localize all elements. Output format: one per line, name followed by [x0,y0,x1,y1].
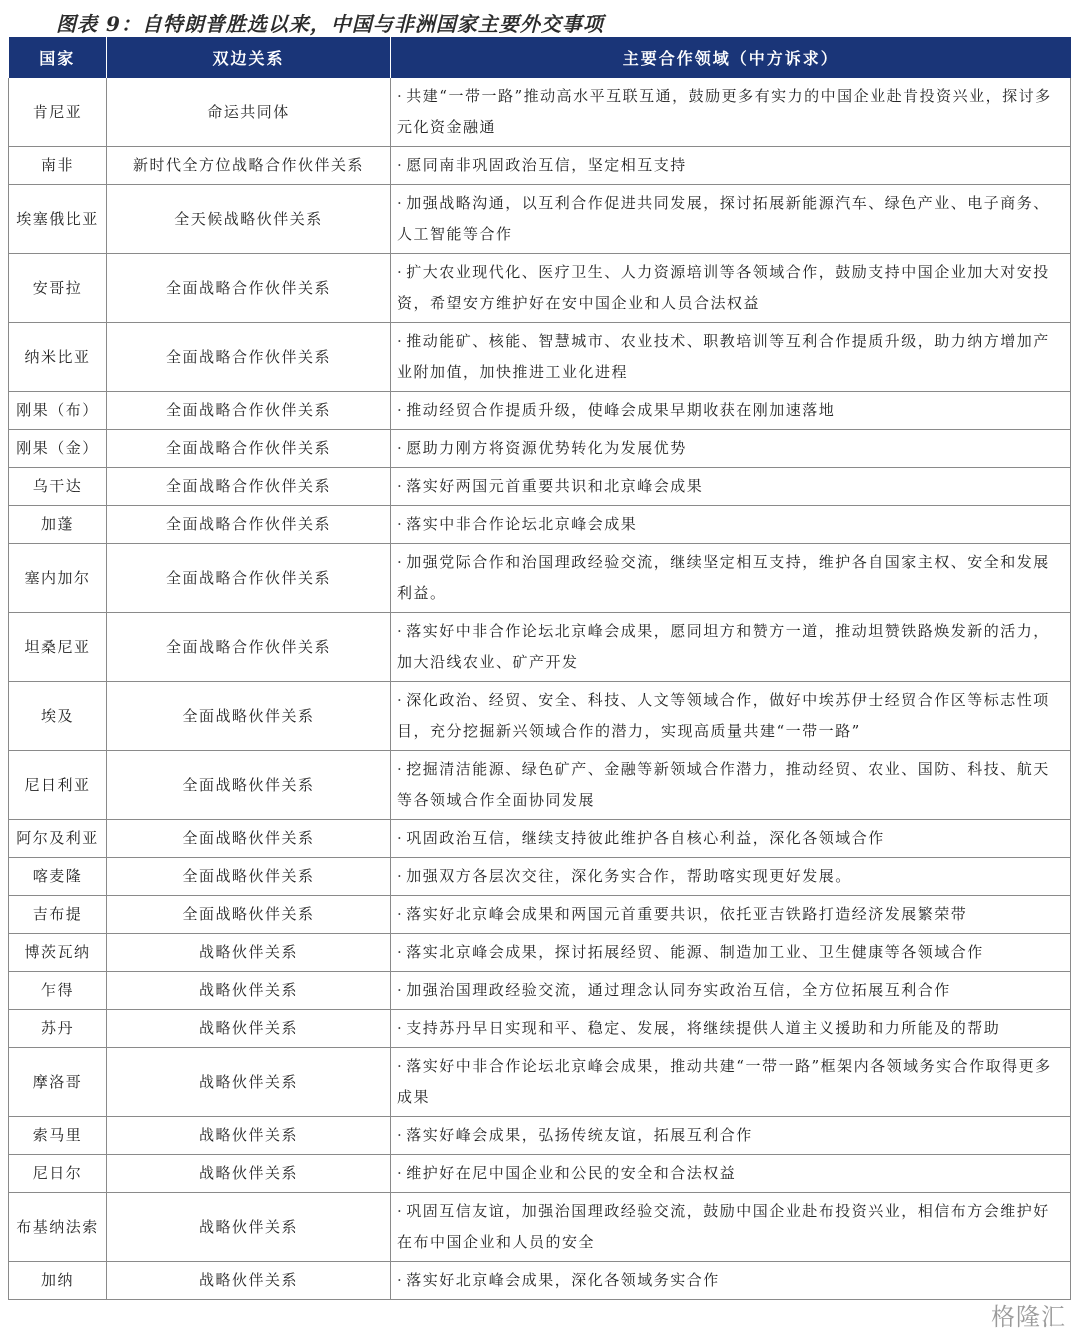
diplomacy-table [8,37,1071,1300]
country-cell: 尼日尔 [9,1155,107,1193]
relation-cell: 战略伙伴关系 [107,1117,391,1155]
cooperation-text: 加强党际合作和治国理政经验交流，继续坚定相互支持，维护各自国家主权、安全和发展利益。 [397,553,1050,602]
cooperation-text: 落实好中非合作论坛北京峰会成果，愿同坦方和赞方一道，推动坦赞铁路焕发新的活力，加大沿线农业、矿产开发 [397,622,1050,671]
country-cell: 刚果（金） [9,430,107,468]
cooperation-cell [391,392,1071,430]
cooperation-cell [391,544,1071,613]
relation-cell: 全面战略伙伴关系 [107,896,391,934]
country-cell: 索马里 [9,1117,107,1155]
country-cell: 乍得 [9,972,107,1010]
table-row [9,506,1071,544]
table-row [9,1048,1071,1117]
cooperation-text: 挖掘清洁能源、绿色矿产、金融等新领域合作潜力，推动经贸、农业、国防、科技、航天等各领域合作全面协同发展 [397,760,1050,809]
relation-cell: 战略伙伴关系 [107,1048,391,1117]
table-row [9,934,1071,972]
country-cell: 摩洛哥 [9,1048,107,1117]
relation-cell: 全面战略合作伙伴关系 [107,323,391,392]
country-cell: 埃及 [9,682,107,751]
table-row [9,544,1071,613]
cooperation-text: 扩大农业现代化、医疗卫生、人力资源培训等各领域合作，鼓励支持中国企业加大对安投资，希望安方维护好在安中国企业和人员合法权益 [397,263,1050,312]
cooperation-cell [391,972,1071,1010]
cooperation-text: 巩固政治互信，继续支持彼此维护各自核心利益，深化各领域合作 [406,829,885,847]
country-cell: 肯尼亚 [9,78,107,147]
country-cell: 苏丹 [9,1010,107,1048]
relation-cell: 全面战略合作伙伴关系 [107,506,391,544]
cooperation-cell [391,858,1071,896]
cooperation-cell [391,78,1071,147]
cooperation-cell [391,430,1071,468]
header-row [9,37,1071,78]
table-row [9,1193,1071,1262]
table-row [9,147,1071,185]
cooperation-text: 加强双方各层次交往，深化务实合作，帮助喀实现更好发展。 [406,867,852,885]
country-cell: 喀麦隆 [9,858,107,896]
cooperation-text: 愿助力刚方将资源优势转化为发展优势 [406,439,687,457]
table-row [9,972,1071,1010]
country-cell: 坦桑尼亚 [9,613,107,682]
relation-cell: 全天候战略伙伴关系 [107,185,391,254]
cooperation-cell [391,254,1071,323]
relation-cell: 战略伙伴关系 [107,1193,391,1262]
relation-cell: 命运共同体 [107,78,391,147]
cooperation-cell [391,1117,1071,1155]
cooperation-cell [391,613,1071,682]
bullet-marker: · [397,981,404,999]
bullet-marker: · [397,87,404,105]
country-cell: 塞内加尔 [9,544,107,613]
table-row [9,1010,1071,1048]
relation-cell: 全面战略伙伴关系 [107,820,391,858]
cooperation-text: 加强治国理政经验交流，通过理念认同夯实政治互信，全方位拓展互利合作 [406,981,951,999]
bullet-marker: · [397,477,404,495]
cooperation-text: 落实中非合作论坛北京峰会成果 [406,515,638,533]
country-cell: 埃塞俄比亚 [9,185,107,254]
cooperation-cell [391,1155,1071,1193]
cooperation-cell [391,468,1071,506]
cooperation-cell [391,1010,1071,1048]
cooperation-text: 落实北京峰会成果，探讨拓展经贸、能源、制造加工业、卫生健康等各领域合作 [406,943,984,961]
relation-cell: 战略伙伴关系 [107,972,391,1010]
cooperation-text: 落实好北京峰会成果和两国元首重要共识，依托亚吉铁路打造经济发展繁荣带 [406,905,968,923]
watermark-logo: 格隆汇 [991,1303,1066,1331]
table-row [9,820,1071,858]
bullet-marker: · [397,1019,404,1037]
cooperation-text: 落实好北京峰会成果，深化各领域务实合作 [406,1271,720,1289]
cooperation-text: 落实好两国元首重要共识和北京峰会成果 [406,477,704,495]
bullet-marker: · [397,905,404,923]
bullet-marker: · [397,691,404,709]
cooperation-text: 推动能矿、核能、智慧城市、农业技术、职教培训等互利合作提质升级，助力纳方增加产业附加值，加快推进工业化进程 [397,332,1050,381]
country-cell: 加纳 [9,1262,107,1300]
cooperation-cell [391,934,1071,972]
bullet-marker: · [397,867,404,885]
cooperation-text: 巩固互信友谊，加强治国理政经验交流，鼓励中国企业赴布投资兴业，相信布方会维护好在布中国企业和人员的安全 [397,1202,1050,1251]
cooperation-cell [391,506,1071,544]
relation-cell: 全面战略合作伙伴关系 [107,613,391,682]
country-cell: 博茨瓦纳 [9,934,107,972]
cooperation-text: 加强战略沟通，以互利合作促进共同发展，探讨拓展新能源汽车、绿色产业、电子商务、人工智能等合作 [397,194,1050,243]
table-row [9,254,1071,323]
cooperation-text: 共建“一带一路”推动高水平互联互通，鼓励更多有实力的中国企业赴肯投资兴业，探讨多元化资金融通 [397,87,1052,136]
relation-cell: 全面战略伙伴关系 [107,751,391,820]
country-cell: 刚果（布） [9,392,107,430]
country-cell: 南非 [9,147,107,185]
country-cell: 纳米比亚 [9,323,107,392]
bullet-marker: · [397,622,404,640]
country-cell: 尼日利亚 [9,751,107,820]
relation-cell: 全面战略伙伴关系 [107,858,391,896]
table-row [9,392,1071,430]
relation-cell: 全面战略合作伙伴关系 [107,430,391,468]
cooperation-cell [391,1048,1071,1117]
cooperation-cell [391,185,1071,254]
bullet-marker: · [397,401,404,419]
relation-cell: 全面战略合作伙伴关系 [107,254,391,323]
bullet-marker: · [397,1202,404,1220]
table-row [9,858,1071,896]
cooperation-text: 深化政治、经贸、安全、科技、人文等领域合作，做好中埃苏伊士经贸合作区等标志性项目，充分挖掘新兴领域合作的潜力，实现高质量共建“一带一路” [397,691,1050,740]
bullet-marker: · [397,760,404,778]
cooperation-text: 落实好中非合作论坛北京峰会成果，推动共建“一带一路”框架内各领域务实合作取得更多成果 [397,1057,1052,1106]
bullet-marker: · [397,1271,404,1289]
table-row [9,1262,1071,1300]
cooperation-cell [391,751,1071,820]
relation-cell: 战略伙伴关系 [107,1155,391,1193]
country-cell: 加蓬 [9,506,107,544]
relation-cell: 战略伙伴关系 [107,1010,391,1048]
header-area: 主要合作领域（中方诉求） [391,37,1071,78]
cooperation-text: 维护好在尼中国企业和公民的安全和合法权益 [406,1164,737,1182]
bullet-marker: · [397,1126,404,1144]
table-row [9,78,1071,147]
table-row [9,1155,1071,1193]
table-row [9,1117,1071,1155]
cooperation-text: 愿同南非巩固政治互信，坚定相互支持 [406,156,687,174]
cooperation-text: 落实好峰会成果，弘扬传统友谊，拓展互利合作 [406,1126,753,1144]
relation-cell: 全面战略合作伙伴关系 [107,468,391,506]
country-cell: 乌干达 [9,468,107,506]
bullet-marker: · [397,439,404,457]
bullet-marker: · [397,332,404,350]
cooperation-cell [391,1262,1071,1300]
bullet-marker: · [397,1057,404,1075]
bullet-marker: · [397,263,404,281]
figure-title: 图表 9：自特朗普胜选以来，中国与非洲国家主要外交事项 [56,12,604,36]
relation-cell: 新时代全方位战略合作伙伴关系 [107,147,391,185]
relation-cell: 全面战略合作伙伴关系 [107,392,391,430]
bullet-marker: · [397,1164,404,1182]
country-cell: 安哥拉 [9,254,107,323]
header-relation: 双边关系 [107,37,391,78]
bullet-marker: · [397,515,404,533]
bullet-marker: · [397,194,404,212]
relation-cell: 全面战略合作伙伴关系 [107,544,391,613]
relation-cell: 战略伙伴关系 [107,934,391,972]
table-row [9,682,1071,751]
cooperation-cell [391,147,1071,185]
table-row [9,613,1071,682]
cooperation-cell [391,682,1071,751]
relation-cell: 全面战略伙伴关系 [107,682,391,751]
header-country: 国家 [9,37,107,78]
bullet-marker: · [397,829,404,847]
table-row [9,323,1071,392]
relation-cell: 战略伙伴关系 [107,1262,391,1300]
cooperation-cell [391,896,1071,934]
bullet-marker: · [397,943,404,961]
table-row [9,468,1071,506]
bullet-marker: · [397,553,404,571]
table-row [9,185,1071,254]
bullet-marker: · [397,156,404,174]
table-row [9,751,1071,820]
country-cell: 阿尔及利亚 [9,820,107,858]
cooperation-text: 支持苏丹早日实现和平、稳定、发展，将继续提供人道主义援助和力所能及的帮助 [406,1019,1001,1037]
country-cell: 吉布提 [9,896,107,934]
cooperation-cell [391,323,1071,392]
table-row [9,430,1071,468]
cooperation-cell [391,1193,1071,1262]
cooperation-text: 推动经贸合作提质升级，使峰会成果早期收获在刚加速落地 [406,401,836,419]
cooperation-cell [391,820,1071,858]
table-row [9,896,1071,934]
country-cell: 布基纳法索 [9,1193,107,1262]
